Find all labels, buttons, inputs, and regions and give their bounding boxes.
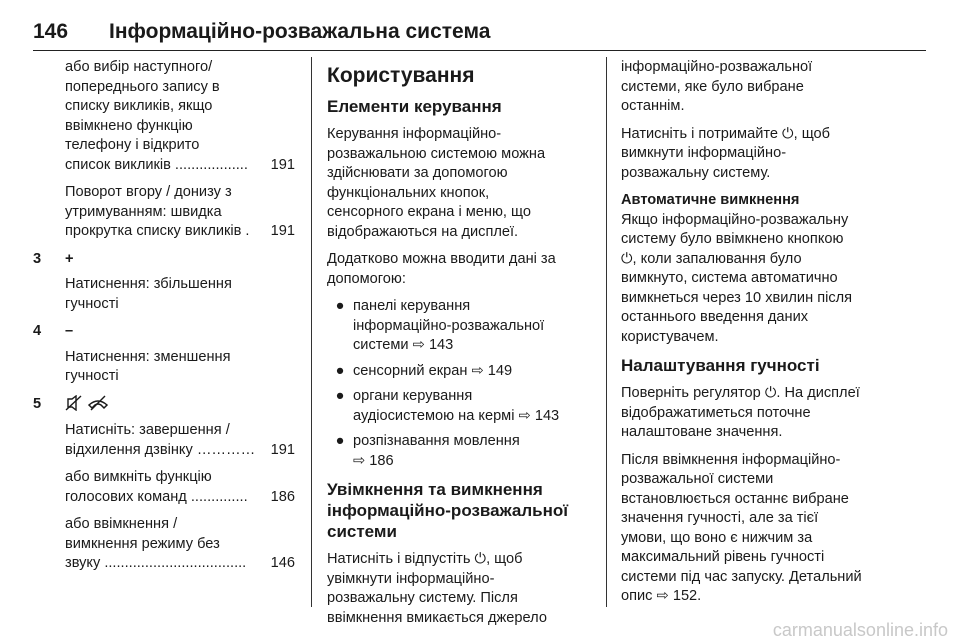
subsection-heading: Автоматичне вимкнення — [621, 192, 800, 208]
page-link[interactable]: 186 — [270, 488, 295, 505]
watermark: carmanualsonline.info — [772, 620, 948, 640]
toc-entry: Поворот вгору / донизу з утримуванням: швидка прокрутка списку викликів . 191 — [65, 183, 295, 242]
list-item: ● органи керування аудіосистемою на кермі ⇨ 143 — [327, 387, 593, 426]
subsection-heading: Увімкнення та вимкнення інформаційно-розважальної системи — [327, 480, 569, 541]
paragraph: Натисніть і потримайте ⏻, щоб вимкнути інформаційно- розважальну систему. — [621, 125, 831, 181]
paragraph: Додатково можна вводити дані за допомогою: — [327, 251, 556, 287]
list-item: ● розпізнавання мовлення ⇨ 186 — [327, 432, 593, 471]
bullet-icon: ● — [335, 298, 345, 314]
key-description: Натиснення: збільшення гучності — [65, 276, 232, 312]
ref-arrow-icon: ⇨ — [353, 452, 366, 469]
column-divider-1 — [311, 57, 312, 607]
toc-entry: або ввімкнення / вимкнення режиму без звуку ................................... 146 — [65, 515, 295, 574]
paragraph: Після ввімкнення інформаційно- розважальної системи встановлюється останнє вибране значення гучності, але за тієї умови, що воно є нижчим за максимальний рівень гучності системи під час запуску. Детальний опис ⇨ 152. — [621, 451, 862, 604]
page-link[interactable]: 143 — [534, 407, 560, 424]
page-number: 146 — [33, 20, 69, 43]
key-description: Натиснення: зменшення гучності — [65, 348, 231, 384]
minus-symbol: – — [65, 323, 74, 339]
ref-arrow-icon: ⇨ — [518, 407, 531, 424]
ref-arrow-icon: ⇨ — [656, 588, 669, 604]
toc-entry: Натисніть: завершення / відхилення дзвінку ………… 191 — [65, 421, 295, 460]
paragraph: інформаційно-розважальної системи, яке було вибране останнім. — [621, 59, 813, 114]
bullet-icon: ● — [335, 362, 345, 379]
bullet-icon: ● — [335, 388, 345, 404]
page-link[interactable]: 143 — [428, 337, 454, 353]
ref-arrow-icon: ⇨ — [412, 337, 425, 353]
page-link[interactable]: 191 — [270, 223, 295, 239]
subsection-heading: Налаштування гучності — [621, 356, 820, 375]
paragraph: Натисніть і відпустіть ⏻, щоб увімкнути інформаційно- розважальну систему. Після ввімкнення вмикається джерело — [327, 551, 547, 626]
paragraph: Поверніть регулятор ⏻. На дисплеї відображатиметься поточне налаштоване значення. — [621, 385, 860, 440]
page-title: Інформаційно-розважальна система — [109, 20, 491, 43]
plus-symbol: + — [65, 250, 74, 267]
phone-hangup-icon — [87, 395, 109, 411]
subsection-heading: Елементи керування — [327, 97, 502, 116]
key-item-4 — [33, 322, 295, 342]
page-link[interactable]: 191 — [270, 441, 295, 458]
column-2 — [327, 58, 593, 636]
bullet-icon: ● — [335, 433, 345, 449]
page-link[interactable]: 191 — [270, 156, 295, 173]
bullet-list — [327, 297, 593, 471]
page-link[interactable]: 149 — [487, 362, 513, 379]
list-item: ● панелі керування інформаційно-розважальної системи ⇨ 143 — [327, 297, 593, 356]
list-item: ● сенсорний екран ⇨ 149 — [327, 362, 593, 382]
page-link[interactable]: 186 — [369, 452, 394, 469]
toc-entry: або вибір наступного/ попереднього запису в списку викликів, якщо ввімкнено функцію телефону і відкрито список викликів .................. 191 — [65, 58, 295, 175]
column-1 — [33, 58, 295, 582]
page-link[interactable]: 152. — [672, 588, 702, 604]
voice-off-icon — [65, 395, 83, 411]
header-rule — [33, 50, 926, 51]
key-number: 4 — [33, 323, 42, 339]
key-number: 3 — [33, 250, 42, 267]
key-item-3 — [33, 250, 295, 270]
toc-entry: або вимкніть функцію голосових команд .............. 186 — [65, 468, 295, 507]
paragraph: Якщо інформаційно-розважальну систему було ввімкнено кнопкою ⏻, коли запалювання було вимкнуто, система автоматично вимкнеться через 10 хвилин після останнього введення даних користувачем. — [621, 211, 853, 345]
column-3 — [621, 58, 893, 615]
key-item-5 — [33, 395, 295, 416]
column-divider-2 — [606, 57, 607, 607]
page-link[interactable]: 146 — [270, 555, 295, 571]
page-header — [33, 20, 926, 50]
section-heading: Користування — [327, 64, 475, 87]
paragraph: Керування інформаційно- розважальною системою можна здійснювати за допомогою функціональних кнопок, сенсорного екрана і меню, що відображаються на дисплеї. — [327, 126, 546, 240]
key-number: 5 — [33, 395, 42, 412]
ref-arrow-icon: ⇨ — [471, 362, 484, 379]
